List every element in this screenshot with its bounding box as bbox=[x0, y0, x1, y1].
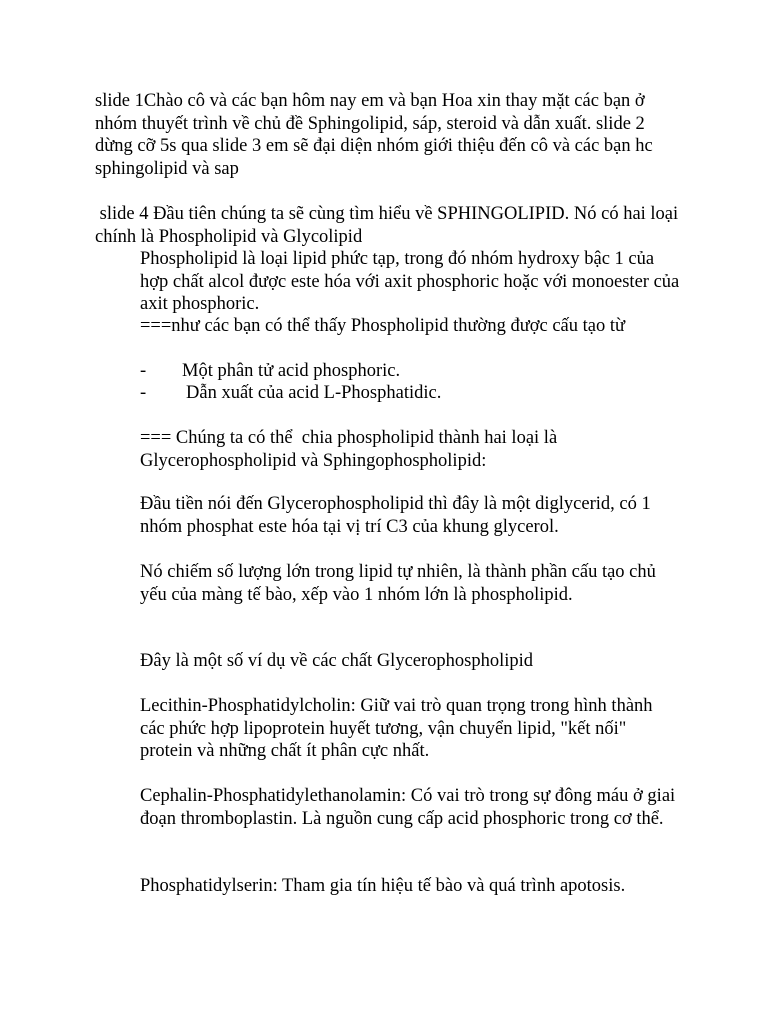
bullet-item bbox=[140, 382, 680, 405]
bullet-marker: - bbox=[140, 361, 147, 381]
glycerophospholipid-paragraph: Đầu tiền nói đến Glycerophospholipid thì đây là một diglycerid, có 1 nhóm phosphat este hóa tại vị trí C3 của khung glycerol. bbox=[140, 494, 651, 537]
phosphatidylserin-paragraph: Phosphatidylserin: Tham gia tín hiệu tế bào và quá trình apotosis. bbox=[140, 876, 626, 896]
phospholipid-definition: Phospholipid là loại lipid phức tạp, trong đó nhóm hydroxy bậc 1 của hợp chất alcol được este hóa với axit phosphoric hoặc với monoester của axit phosphoric. bbox=[140, 249, 680, 314]
bullet-text: Dẫn xuất của acid L-Phosphatidic. bbox=[186, 383, 442, 403]
bullet-text: Một phân tử acid phosphoric. bbox=[182, 361, 401, 381]
examples-heading: Đây là một số ví dụ về các chất Glycerophospholipid bbox=[140, 651, 534, 671]
structure-intro: ===như các bạn có thể thấy Phospholipid thường được cấu tạo từ bbox=[140, 316, 626, 336]
intro-paragraph: slide 1Chào cô và các bạn hôm nay em và bạn Hoa xin thay mặt các bạn ở nhóm thuyết trình về chủ đề Sphingolipid, sáp, steroid và dẫn xuất. slide 2 dừng cỡ 5s qua slide 3 em sẽ đại diện nhóm giới thiệu đến cô và các bạn hc sphingolipid và sap bbox=[95, 91, 653, 179]
slide4-paragraph: slide 4 Đầu tiên chúng ta sẽ cùng tìm hiểu về SPHINGOLIPID. Nó có hai loại chính là Phospholipid và Glycolipid bbox=[95, 204, 683, 247]
bullet-marker: - bbox=[140, 383, 147, 403]
division-paragraph: === Chúng ta có thể chia phospholipid thành hai loại là Glycerophospholipid và Sphingophospholipid: bbox=[140, 428, 562, 471]
bullet-item bbox=[140, 360, 680, 383]
lecithin-paragraph: Lecithin-Phosphatidylcholin: Giữ vai trò quan trọng trong hình thành các phức hợp lipoprotein huyết tương, vận chuyển lipid, "kết nối" protein và những chất ít phân cực nhất. bbox=[140, 696, 653, 761]
abundance-paragraph: Nó chiếm số lượng lớn trong lipid tự nhiên, là thành phần cấu tạo chủ yếu của màng tế bào, xếp vào 1 nhóm lớn là phospholipid. bbox=[140, 562, 656, 605]
cephalin-paragraph: Cephalin-Phosphatidylethanolamin: Có vai trò trong sự đông máu ở giai đoạn thromboplastin. Là nguồn cung cấp acid phosphoric trong cơ thể. bbox=[140, 786, 676, 829]
